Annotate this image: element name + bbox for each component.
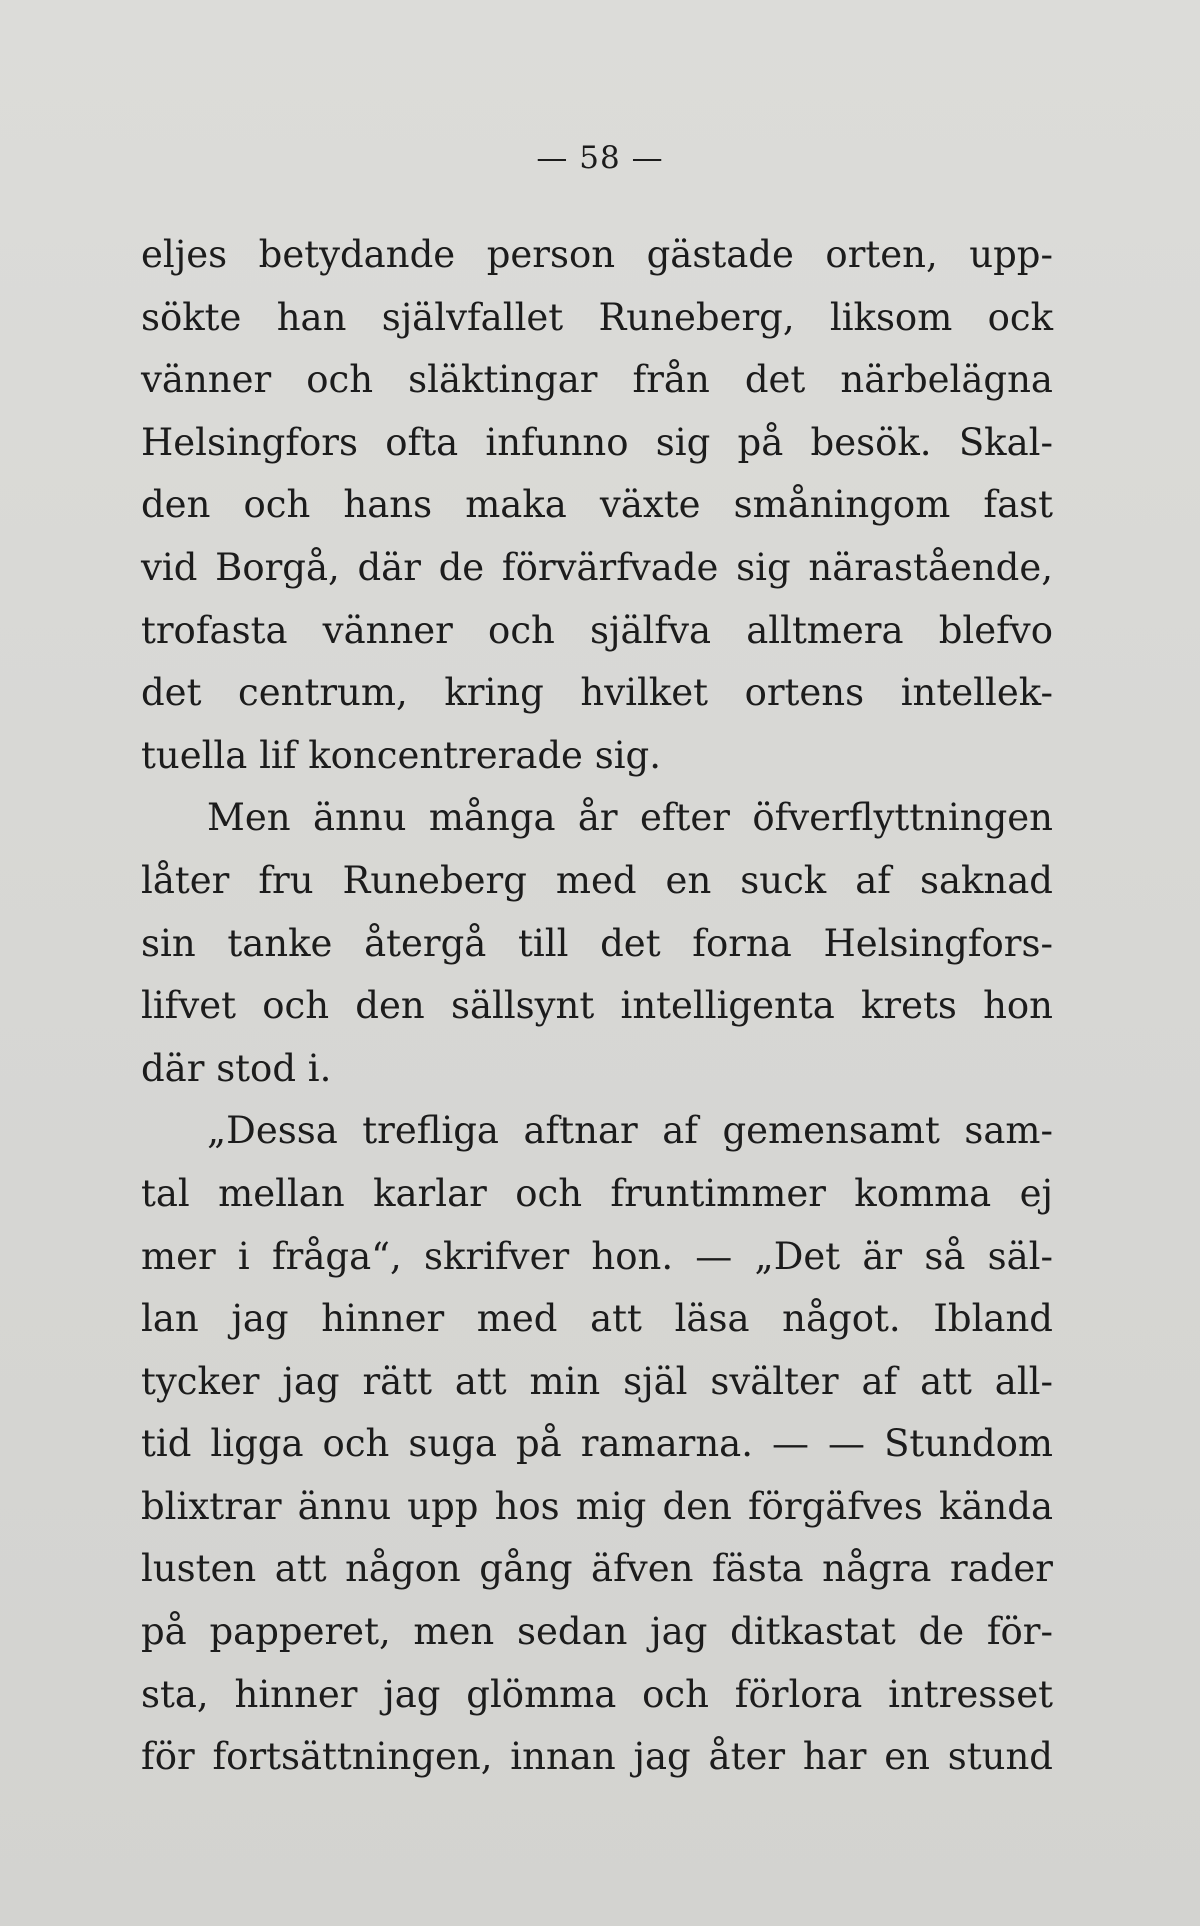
text-line: tal mellan karlar och fruntimmer komma ej	[141, 1171, 1053, 1215]
text-line: Men ännu många år efter öfverflyttningen	[207, 796, 1053, 840]
text-line: sökte han självfallet Runeberg, liksom ock	[141, 295, 1053, 339]
text-line: lan jag hinner med att läsa något. Ibland	[141, 1297, 1053, 1341]
text-line: på papperet, men sedan jag ditkastat de för-	[141, 1610, 1053, 1654]
text-line: sin tanke återgå till det forna Helsingfors-	[141, 921, 1053, 965]
text-line: tid ligga och suga på ramarna. — — Stundom	[141, 1422, 1053, 1466]
page-number: — 58 —	[536, 140, 664, 176]
text-line: tuella lif koncentrerade sig.	[141, 733, 661, 777]
text-line: vid Borgå, där de förvärfvade sig närastående,	[141, 545, 1053, 589]
text-line: där stod i.	[141, 1046, 332, 1090]
body-text	[141, 224, 1053, 1789]
text-line: trofasta vänner och själfva alltmera blefvo	[141, 608, 1053, 652]
text-line: „Dessa trefliga aftnar af gemensamt sam-	[207, 1109, 1053, 1153]
text-line: blixtrar ännu upp hos mig den förgäfves kända	[141, 1484, 1053, 1528]
text-line: tycker jag rätt att min själ svälter af att all-	[141, 1359, 1053, 1403]
text-line: låter fru Runeberg med en suck af saknad	[141, 858, 1053, 902]
text-line: vänner och släktingar från det närbelägna	[141, 358, 1053, 402]
text-line: den och hans maka växte småningom fast	[141, 483, 1053, 527]
text-line: eljes betydande person gästade orten, upp-	[141, 233, 1053, 276]
text-line: lifvet och den sällsynt intelligenta krets hon	[141, 984, 1053, 1028]
text-line: mer i fråga“, skrifver hon. — „Det är så säl-	[141, 1234, 1053, 1278]
text-line: lusten att någon gång äfven fästa några rader	[141, 1547, 1053, 1591]
text-line: för fortsättningen, innan jag åter har en stund	[141, 1735, 1053, 1779]
text-line: det centrum, kring hvilket ortens intellek-	[141, 671, 1053, 715]
text-line: Helsingfors ofta infunno sig på besök. Skal-	[141, 420, 1053, 464]
text-line: sta, hinner jag glömma och förlora intresset	[141, 1672, 1053, 1716]
